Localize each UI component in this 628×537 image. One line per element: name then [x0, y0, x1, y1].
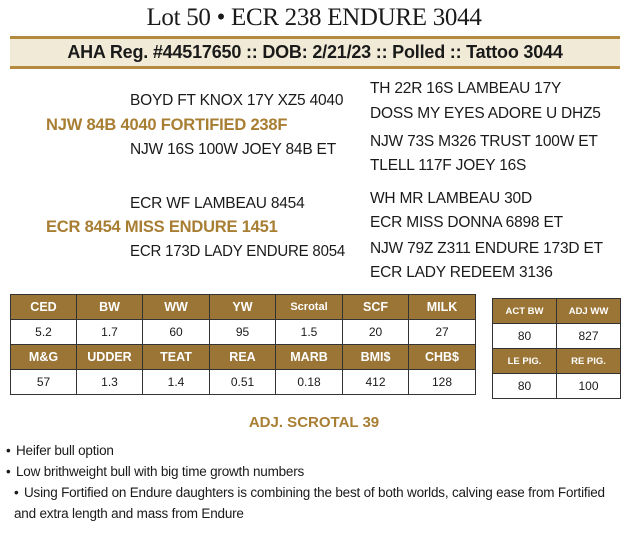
- epd-header-rea: REA: [210, 345, 276, 370]
- actual-header-le-pig: LE PIG.: [493, 349, 557, 374]
- registration-bar: AHA Reg. #44517650 :: DOB: 2/21/23 :: Polled :: Tattoo 3044: [10, 36, 620, 69]
- bullet-icon: •: [6, 464, 11, 479]
- actual-value-le-pig: 80: [493, 374, 557, 399]
- bullet-icon: •: [6, 443, 11, 458]
- epd-value-mg: 57: [11, 370, 77, 395]
- epd-value-row-1: [11, 320, 476, 345]
- adj-scrotal: ADJ. SCROTAL 39: [248, 414, 380, 431]
- actual-header-row-2: [493, 349, 621, 374]
- epd-value-milk: 27: [409, 320, 476, 345]
- pedigree-sire: NJW 84B 4040 FORTIFIED 238F: [46, 116, 288, 134]
- note-text: Heifer bull option: [16, 443, 114, 458]
- epd-value-row-2: [11, 370, 476, 395]
- epd-value-udder: 1.3: [77, 370, 143, 395]
- actual-header-row-1: [493, 299, 621, 324]
- epd-header-row-2: [11, 345, 476, 370]
- actual-header-act-bw: ACT BW: [493, 299, 557, 324]
- epd-header-scrotal: Scrotal: [276, 295, 343, 320]
- epd-value-ww: 60: [143, 320, 210, 345]
- epd-header-ced: CED: [11, 295, 77, 320]
- epd-value-marb: 0.18: [276, 370, 343, 395]
- epd-header-chb: CHB$: [409, 345, 476, 370]
- actual-value-re-pig: 100: [557, 374, 621, 399]
- pedigree-dam-sire: ECR WF LAMBEAU 8454: [130, 195, 305, 212]
- epd-table: [10, 294, 476, 395]
- pedigree-sire-dam: NJW 16S 100W JOEY 84B ET: [130, 141, 336, 158]
- epd-value-teat: 1.4: [143, 370, 210, 395]
- epd-value-ced: 5.2: [11, 320, 77, 345]
- epd-header-bmi: BMI$: [343, 345, 409, 370]
- bullet-icon: •: [14, 485, 19, 500]
- epd-header-yw: YW: [210, 295, 276, 320]
- note-text: Low brithweight bull with big time growth numbers: [16, 464, 305, 479]
- epd-value-bw: 1.7: [77, 320, 143, 345]
- note-item: [14, 482, 620, 524]
- actual-header-re-pig: RE PIG.: [557, 349, 621, 374]
- epd-value-rea: 0.51: [210, 370, 276, 395]
- actual-header-adj-ww: ADJ WW: [557, 299, 621, 324]
- epd-header-teat: TEAT: [143, 345, 210, 370]
- epd-value-yw: 95: [210, 320, 276, 345]
- epd-header-marb: MARB: [276, 345, 343, 370]
- epd-header-ww: WW: [143, 295, 210, 320]
- epd-header-udder: UDDER: [77, 345, 143, 370]
- pedigree-dam-sire-dam: ECR MISS DONNA 6898 ET: [370, 214, 563, 231]
- pedigree-sire-sire-dam: DOSS MY EYES ADORE U DHZ5: [370, 105, 601, 122]
- epd-header-milk: MILK: [409, 295, 476, 320]
- epd-header-row-1: [11, 295, 476, 320]
- note-item: [6, 440, 620, 461]
- epd-value-scrotal: 1.5: [276, 320, 343, 345]
- actual-value-row-2: [493, 374, 621, 399]
- epd-header-scf: SCF: [343, 295, 409, 320]
- epd-header-mg: M&G: [11, 345, 77, 370]
- pedigree-sire-sire-sire: TH 22R 16S LAMBEAU 17Y: [370, 80, 562, 97]
- epd-header-bw: BW: [77, 295, 143, 320]
- actual-value-act-bw: 80: [493, 324, 557, 349]
- pedigree-dam-dam-sire: NJW 79Z Z311 ENDURE 173D ET: [370, 240, 603, 257]
- notes-list: [6, 440, 620, 524]
- actual-measurements-table: [492, 298, 621, 399]
- epd-value-bmi: 412: [343, 370, 409, 395]
- note-item: [6, 461, 620, 482]
- pedigree-dam-dam: ECR 173D LADY ENDURE 8054: [130, 243, 346, 260]
- pedigree-sire-sire: BOYD FT KNOX 17Y XZ5 4040: [130, 92, 344, 109]
- pedigree-dam-sire-sire: WH MR LAMBEAU 30D: [370, 190, 532, 207]
- actual-value-adj-ww: 827: [557, 324, 621, 349]
- epd-value-scf: 20: [343, 320, 409, 345]
- pedigree-dam: ECR 8454 MISS ENDURE 1451: [46, 218, 278, 236]
- pedigree-dam-dam-dam: ECR LADY REDEEM 3136: [370, 264, 553, 281]
- note-text: Using Fortified on Endure daughters is combining the best of both worlds, calving ease from Fortified and extra length and mass from Endure: [14, 485, 605, 521]
- actual-value-row-1: [493, 324, 621, 349]
- epd-value-chb: 128: [409, 370, 476, 395]
- pedigree-sire-dam-sire: NJW 73S M326 TRUST 100W ET: [370, 133, 598, 150]
- pedigree-sire-dam-dam: TLELL 117F JOEY 16S: [370, 157, 527, 174]
- lot-title: Lot 50 • ECR 238 ENDURE 3044: [146, 4, 482, 31]
